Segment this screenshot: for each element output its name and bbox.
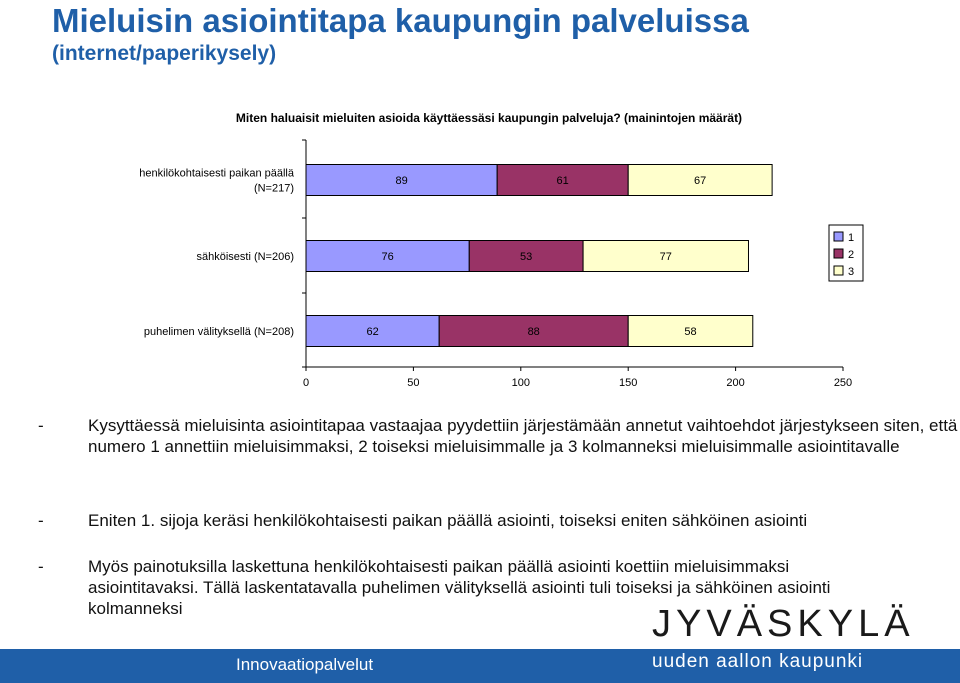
- bullet-text: Myös painotuksilla laskettuna henkilökohtaisesti paikan päällä asiointi koettiin mieluisimmaksi asiointitavaksi. Tällä laskentatavalla puhelimen välityksellä asiointi tuli toiseksi ja sähköinen asiointi kolmanneksi: [88, 557, 831, 618]
- chart-bars: [306, 165, 772, 347]
- bar-value-label: 62: [366, 326, 379, 338]
- category-label: (N=217): [253, 182, 294, 195]
- legend-swatch-3: [834, 266, 843, 275]
- category-label: puhelimen välityksellä (N=208): [143, 326, 294, 338]
- footer-label: Innovaatiopalvelut: [236, 655, 374, 674]
- bar-value-label: 58: [684, 326, 697, 338]
- bullet-dash: -: [38, 557, 44, 576]
- legend-swatch-1: [834, 232, 843, 241]
- page-title: Mieluisin asiointitapa kaupungin palveluissa: [52, 2, 749, 39]
- page-subtitle: (internet/paperikysely): [52, 42, 277, 65]
- x-tick-label: 250: [833, 377, 853, 389]
- city-slogan: uuden aallon kaupunki: [652, 651, 864, 672]
- bullet-dash: -: [38, 416, 44, 435]
- category-label: henkilökohtaisesti paikan päällä: [139, 167, 294, 180]
- x-tick-label: 200: [726, 377, 745, 389]
- bar-value-label: 61: [556, 175, 569, 187]
- bar-value-label: 88: [527, 326, 540, 338]
- bullet-dash: -: [38, 511, 44, 530]
- bar-value-label: 89: [395, 175, 408, 187]
- legend-label-1: 1: [848, 232, 855, 244]
- category-label: sähköisesti (N=206): [196, 251, 294, 263]
- bar-value-label: 76: [381, 251, 394, 263]
- x-tick-label: 150: [619, 377, 638, 389]
- jyvaskyla-logo: JYVÄSKYLÄ: [652, 603, 915, 645]
- chart-title: Miten haluaisit mieluiten asioida käyttäessäsi kaupungin palveluja? (mainintojen määrät): [235, 111, 743, 125]
- bar-value-label: 77: [659, 251, 672, 263]
- x-tick-label: 100: [511, 377, 530, 389]
- chart-legend: [829, 225, 863, 281]
- x-tick-label: 0: [302, 377, 310, 389]
- legend-label-3: 3: [848, 266, 855, 278]
- bar-value-label: 53: [520, 251, 533, 263]
- legend-label-2: 2: [848, 249, 855, 261]
- bar-value-label: 67: [694, 175, 707, 187]
- legend-swatch-2: [834, 249, 843, 258]
- bullet-text: Eniten 1. sijoja keräsi henkilökohtaisesti paikan päällä asiointi, toiseksi eniten sähköinen asiointi: [88, 511, 808, 530]
- x-tick-label: 50: [407, 377, 420, 389]
- bullet-text: Kysyttäessä mieluisinta asiointitapaa vastaajaa pyydettiin järjestämään annetut vaihtoehdot järjestykseen siten, että numero 1 annettiin mieluisimmaksi, 2 toiseksi mieluisimmalle ja 3 kolmanneksi mieluisimmalle asiointitavalle: [88, 416, 958, 456]
